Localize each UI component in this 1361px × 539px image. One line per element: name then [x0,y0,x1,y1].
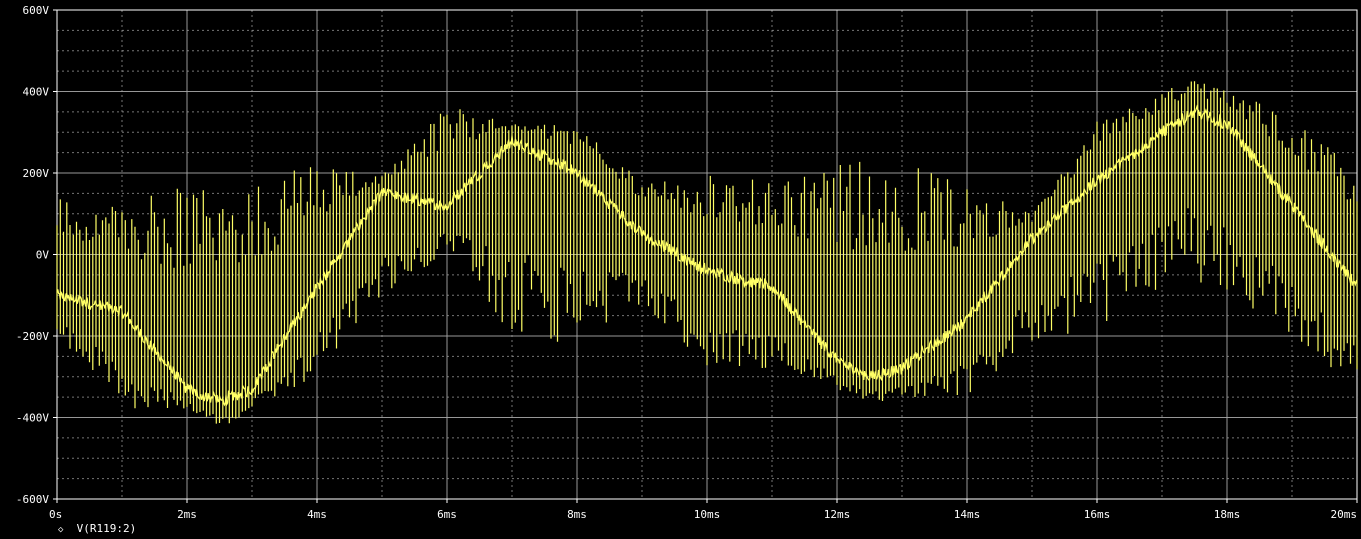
x-tick-label: 12ms [823,508,851,521]
x-tick-label: 20ms [1330,508,1357,521]
y-tick-label: -400V [15,411,49,425]
x-tick-label: 8ms [567,508,587,521]
x-tick-label: 10ms [693,508,721,521]
x-tick-label: 14ms [953,508,981,521]
y-tick-label: 400V [22,85,49,99]
x-tick-label: 0s [49,508,63,521]
legend-series-label: V(R119:2) [76,522,137,535]
x-tick-label: 6ms [437,508,457,521]
y-tick-label: 200V [22,167,49,180]
x-tick-label: 18ms [1213,508,1241,521]
y-tick-label: 0V [35,248,49,262]
x-tick-label: 16ms [1083,508,1111,521]
y-tick-label: -600V [15,493,49,506]
x-tick-label: 2ms [177,508,197,521]
legend-marker-icon: ◇ [58,525,64,535]
legend [58,522,136,535]
x-tick-label: 4ms [307,508,327,521]
y-tick-label: -200V [15,330,49,343]
y-tick-label: 600V [22,4,49,17]
